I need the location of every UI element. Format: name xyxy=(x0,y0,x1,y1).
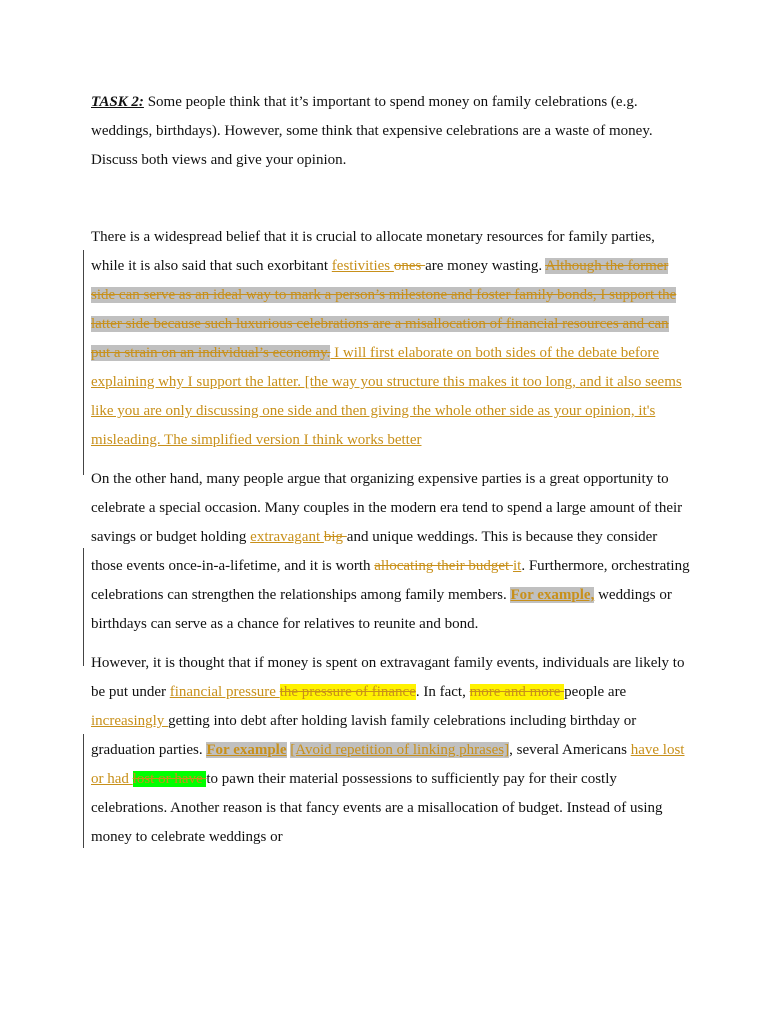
body2-text-2: . In fact, xyxy=(415,684,470,700)
body2-text-1: However, it is thought that if money is spent on extravagant family events, individuals are likely to be put under xyxy=(91,655,685,700)
highlighted-phrase: For example, xyxy=(510,587,595,603)
body1-text-2: and unique weddings. This is because they consider those events once-in-a-lifetime, and it is worth xyxy=(91,529,658,574)
body1-text-1: On the other hand, many people argue that organizing expensive parties is a great opportunity to celebrate a special occasion. Many couples in the modern era tend to spend a large amount of their savings or budget holding xyxy=(91,471,683,545)
intro-text-1: There is a widespread belief that it is crucial to allocate monetary resources for family parties, while it is also said that such exorbitant xyxy=(91,229,655,274)
inserted-text: extravagant xyxy=(250,529,324,545)
body2-text-7: to pawn their material possessions to sufficiently pay for their costly celebrations. Another reason is that fancy events are a misallocation of budget. Instead of using money to celebrate weddings or xyxy=(91,771,663,845)
deleted-highlighted-text: lost or have xyxy=(132,771,207,787)
inserted-text: it xyxy=(512,558,522,574)
task-prompt xyxy=(91,88,691,175)
paragraph-body-1 xyxy=(91,465,691,639)
inserted-text: increasingly xyxy=(91,713,169,729)
paragraph-intro xyxy=(91,223,691,455)
body2-text-6: , several Americans xyxy=(509,742,631,758)
intro-text-2: are money wasting. xyxy=(425,258,546,274)
inserted-text: festivities xyxy=(331,258,394,274)
body1-text-3: . Furthermore, orchestrating celebrations can strengthen the relationships among family members. xyxy=(91,558,690,603)
deleted-text: ones xyxy=(393,258,426,274)
change-bar-p1 xyxy=(83,250,84,475)
paragraph-body-2 xyxy=(91,649,691,852)
highlighted-phrase: For example xyxy=(206,742,287,758)
deleted-highlighted-text: more and more xyxy=(469,684,565,700)
inserted-text: have lost or had xyxy=(91,742,685,787)
deleted-highlighted-text: Although the former side can serve as an ideal way to mark a person’s milestone and foster family bonds, I support the latter side because such luxurious celebrations are a misallocation of financial resources and can put a strain on an individual’s economy. xyxy=(91,258,677,361)
change-bar-p2 xyxy=(83,548,84,666)
deleted-text: allocating their budget xyxy=(374,558,513,574)
body2-text-3: people are xyxy=(564,684,627,700)
document-page xyxy=(91,88,691,862)
body2-text-4: getting into debt after holding lavish family celebrations including birthday or graduation parties. xyxy=(91,713,637,758)
inserted-text: financial pressure xyxy=(169,684,280,700)
change-bar-p3 xyxy=(83,734,84,848)
task-label: TASK 2: xyxy=(91,94,144,110)
deleted-highlighted-text: the pressure of finance xyxy=(279,684,416,700)
deleted-text: big xyxy=(323,529,347,545)
task-text: Some people think that it’s important to spend money on family celebrations (e.g. weddings, birthdays). However, some think that expensive celebrations are a waste of money. Discuss both views and give your opinion. xyxy=(91,94,653,168)
inserted-comment: I will first elaborate on both sides of the debate before explaining why I support the latter. [the way you structure this makes it too long, and it also seems like you are only discussing one side and then giving the whole other side as your opinion, it's misleading. The simplified version I think works better xyxy=(91,345,682,448)
body1-text-4: weddings or birthdays can serve as a chance for relatives to reunite and bond. xyxy=(91,587,672,632)
inserted-comment: [Avoid repetition of linking phrases] xyxy=(290,742,510,758)
